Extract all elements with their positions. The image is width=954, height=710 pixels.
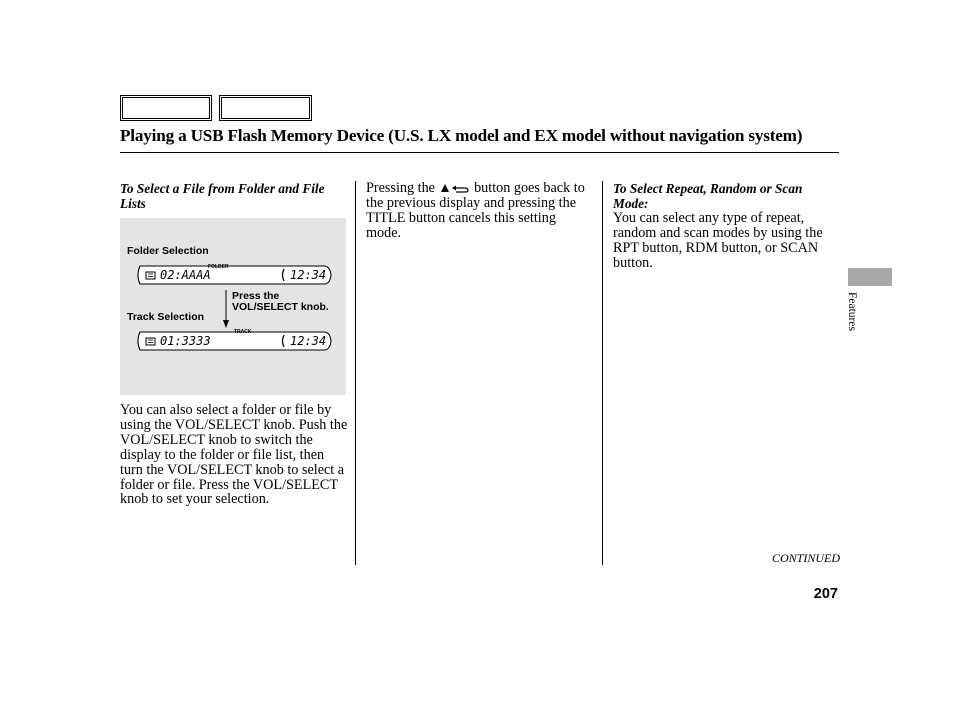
lcd-folder-time: 12:34 <box>290 268 327 282</box>
section-side-label <box>846 292 858 344</box>
title-rule <box>120 152 839 153</box>
up-arrow-back-icon <box>439 181 471 193</box>
press-knob-label-line2: VOL/SELECT knob. <box>232 301 329 313</box>
lcd-track-tag: TRACK <box>234 329 252 335</box>
press-knob-label-line1: Press the <box>232 290 280 302</box>
folder-file-paragraph: You can also select a folder or file by using the VOL/SELECT knob. Push the VOL/SELECT knob to switch the display to the folder or file list, then turn the VOL/SELECT knob to select a folder or file. Press the VOL/SELECT knob to set your selection. <box>120 402 348 508</box>
display-illustration <box>120 218 346 395</box>
section-tab-marker <box>848 268 892 286</box>
page-number: 207 <box>813 586 838 602</box>
down-arrow-icon <box>220 290 232 330</box>
nav-box-table-of-contents[interactable] <box>219 95 312 121</box>
nav-box-main-menu[interactable] <box>120 95 212 121</box>
folder-selection-label: Folder Selection <box>127 245 209 257</box>
track-selection-label: Track Selection <box>127 311 205 323</box>
lcd-track-text: 01:3333 <box>160 334 211 348</box>
lcd-track-time: 12:34 <box>290 334 327 348</box>
column-divider-right <box>602 181 603 565</box>
page-title: Playing a USB Flash Memory Device (U.S. LX model and EX model without navigation system) <box>120 126 803 145</box>
section-heading-repeat-random-scan: To Select Repeat, Random or Scan Mode: <box>613 181 803 211</box>
section-heading-folder-file: To Select a File from Folder and File Lists <box>120 181 325 211</box>
repeat-random-scan-paragraph: You can select any type of repeat, random and scan modes by using the RPT button, RDM button, or SCAN button. <box>613 210 823 271</box>
back-para-start: Pressing the <box>366 180 435 196</box>
continued-label: CONTINUED <box>771 551 840 565</box>
back-para-end: button goes back to the previous display and pressing the TITLE button cancels this setting mode. <box>366 180 585 241</box>
lcd-folder-tag: FOLDER <box>208 264 229 270</box>
column-divider-left <box>355 181 356 565</box>
lcd-folder-text: 02:AAAA <box>160 268 211 282</box>
back-button-paragraph <box>366 181 591 241</box>
features-label: Features <box>846 292 858 331</box>
